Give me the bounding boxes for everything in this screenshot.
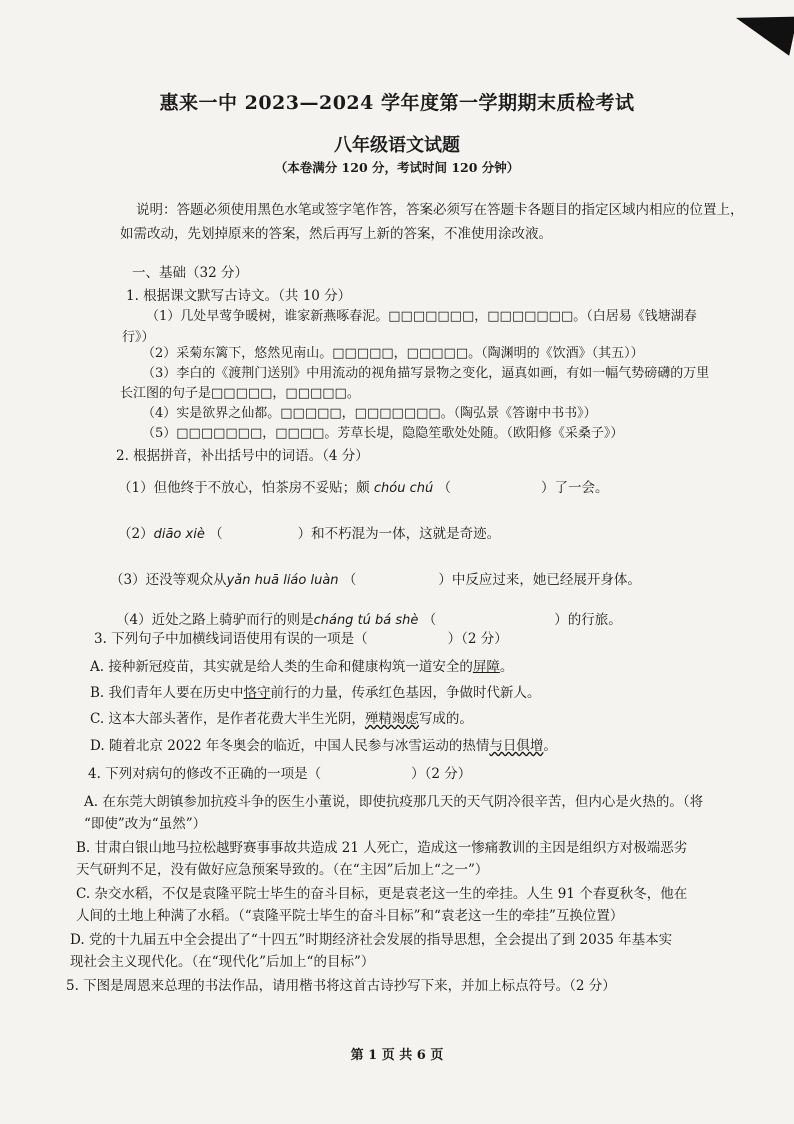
q3-option-a-underlined: 屏障 [472, 659, 500, 675]
q1-item-2: （2）采菊东篱下，悠然见南山。□□□□□，□□□□□。（陶渊明的《饮酒》（其五）） [142, 346, 644, 361]
q2-item-1-text: （1）但他终于不放心，怕茶房不妥贴；颇 [118, 480, 370, 496]
q4-option-b-line-1: B. 甘肃白银山地马拉松越野赛事事故共造成 21 人死亡，造成这一惨痛教训的主因是组织方对极端恶劣 [76, 840, 688, 856]
q1-item-4: （4）实是欲界之仙都。□□□□□，□□□□□□□。（陶弘景《答谢中书书》） [142, 406, 597, 421]
q3-stem-score: ）（2 分） [447, 631, 508, 647]
q3-option-b-underlined: 恪守 [243, 685, 271, 701]
q2-item-3-pinyin: yǎn huā liáo luàn [226, 573, 339, 588]
q3-option-b-end: 前行的力量，传承红色基因，争做时代新人。 [270, 685, 541, 701]
q3-option-d-underlined: 与日俱增 [489, 738, 544, 754]
q1-item-1b: 行》） [122, 330, 155, 345]
q2-item-2-paren-close: ）和不朽混为一体，这就是奇迹。 [297, 526, 501, 542]
q4-option-a-line-2: “即使”改为“虽然”） [84, 816, 207, 832]
page-number: 第 1 页 共 6 页 [350, 1048, 444, 1063]
q2-item-4-text: （4）近处之路上骑驴而行的则是 [116, 612, 314, 628]
q1-stem: 1. 根据课文默写古诗文。（共 10 分） [126, 288, 352, 304]
q2-item-4-paren-open: （ [422, 612, 437, 628]
q3-option-c-end: 写成的。 [418, 711, 473, 727]
q4-option-b-line-2: 天气研判不足，没有做好应急预案导致的。（在“主因”后加上“之一”） [76, 862, 489, 878]
q2-item-1 [118, 478, 609, 499]
exam-title: 惠来一中 2023—2024 学年度第一学期期末质检考试 [159, 92, 635, 114]
exam-subtitle: 八年级语文试题 [334, 135, 460, 156]
q3-option-a-text: A. 接种新冠疫苗，其实就是给人类的生命和健康构筑一道安全的 [90, 659, 473, 675]
q2-item-1-paren-close: ）了一会。 [541, 480, 609, 496]
q2-item-2 [118, 524, 500, 545]
q2-item-3 [110, 570, 641, 591]
q1-item-3b: 长江图的句子是□□□□□，□□□□□。 [120, 386, 360, 401]
q2-item-4-paren-close: ）的行旅。 [554, 612, 622, 628]
q1-item-1a: （1）几处早莺争暖树，谁家新燕啄春泥。□□□□□□□，□□□□□□□。（白居易《钱塘湖春 [146, 309, 697, 324]
q4-option-c-line-2: 人间的土地上种满了水稻。（“袁隆平院士毕生的奋斗目标”和“袁老这一生的牵挂”互换位置） [76, 908, 624, 924]
q2-stem: 2. 根据拼音，补出括号中的词语。（4 分） [116, 448, 369, 464]
q2-item-4 [116, 610, 622, 631]
q4-stem-text: 4. 下列对病句的修改不正确的一项是（ [88, 766, 322, 782]
exam-note: （本卷满分 120 分，考试时间 120 分钟） [274, 160, 520, 175]
q4-option-d-line-2: 现社会主义现代化。（在“现代化”后加上“的目标”） [70, 954, 375, 970]
q3-option-d-text: D. 随着北京 2022 年冬奥会的临近，中国人民参与冰雪运动的热情 [90, 738, 490, 754]
q2-item-1-pinyin: chóu chú [373, 481, 434, 496]
q3-stem-text: 3. 下列句子中加横线词语使用有误的一项是（ [94, 631, 368, 647]
q3-option-c-text: C. 这本大部头著作，是作者花费大半生光阴， [90, 711, 365, 727]
q2-item-3-paren-close: ）中反应过来，她已经展开身体。 [438, 572, 641, 588]
q3-option-b-text: B. 我们青年人要在历史中 [90, 685, 244, 701]
q4-option-c-line-1: C. 杂交水稻，不仅是袁隆平院士毕生的奋斗目标，更是袁老这一生的牵挂。人生 91 个春夏秋冬，他在 [76, 886, 688, 902]
q4-stem [88, 764, 471, 784]
q5-stem: 5. 下图是周恩来总理的书法作品，请用楷书将这首古诗抄写下来，并加上标点符号。（2 分） [66, 978, 616, 994]
q1-item-3a: （3）李白的《渡荆门送别》中用流动的视角描写景物之变化，逼真如画，有如一幅气势磅礴的万里 [142, 366, 710, 381]
q3-option-c-underlined: 殚精竭虑 [364, 711, 419, 727]
q4-option-d-line-1: D. 党的十九届五中全会提出了“十四五”时期经济社会发展的指导思想，全会提出了到 2035 年基本实 [70, 932, 673, 948]
q1-item-5: （5）□□□□□□□，□□□□。芳草长堤，隐隐笙歌处处随。（欧阳修《采桑子》） [142, 426, 624, 441]
instructions-line-1: 说明：答题必须使用黑色水笔或签字笔作答，答案必须写在答题卡各题目的指定区域内相应的位置上， [136, 202, 744, 218]
q3-option-d-end: 。 [543, 738, 557, 754]
q3-stem [94, 629, 508, 649]
instructions-line-2: 如需改动，先划掉原来的答案，然后再写上新的答案，不准使用涂改液。 [120, 226, 552, 242]
scan-corner-mark [730, 4, 794, 56]
q2-item-2-paren-open: （ [209, 526, 223, 542]
q3-option-c [90, 709, 473, 729]
q2-item-3-paren-open: （ [342, 572, 357, 588]
q4-option-a-line-1: A. 在东莞大朗镇参加抗疫斗争的医生小董说，即使抗疫那几天的天气阴冷很辛苦，但内心是火热的。（将 [84, 794, 704, 810]
q3-option-d [90, 736, 557, 756]
q3-option-b [90, 683, 541, 703]
q3-option-a-end: 。 [499, 659, 514, 675]
q2-item-2-pinyin: diāo xiè [153, 527, 205, 542]
q2-item-4-pinyin: cháng tú bá shè [313, 613, 419, 628]
q2-item-3-text: （3）还没等观众从 [110, 572, 227, 588]
q2-item-1-paren-open: （ [437, 480, 452, 496]
q4-stem-score: ）（2 分） [411, 766, 472, 782]
q2-item-2-text: （2） [118, 526, 154, 542]
q3-option-a [90, 657, 513, 677]
section-heading: 一、基础（32 分） [132, 265, 248, 281]
